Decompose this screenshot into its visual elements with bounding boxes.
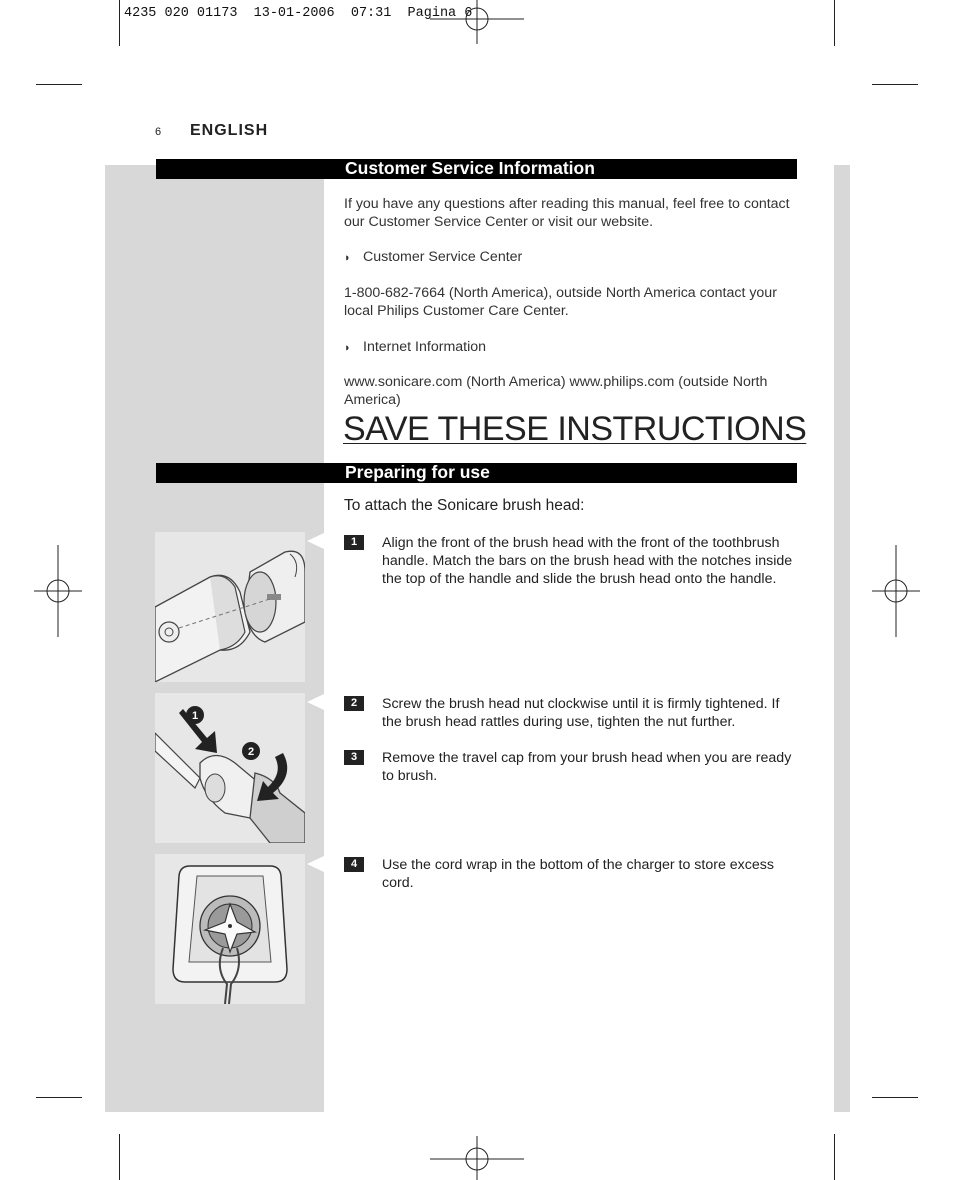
illustration-align-brush-head (155, 532, 305, 682)
step-number: 1 (344, 535, 364, 550)
save-instructions-title: SAVE THESE INSTRUCTIONS (343, 410, 807, 448)
step-number: 4 (344, 857, 364, 872)
screw-nut-drawing (155, 693, 305, 843)
pointer-triangle (307, 533, 324, 549)
cs-intro: If you have any questions after reading this manual, feel free to contact our Customer Service Center or visit our website. (344, 196, 790, 230)
crop-mark (36, 84, 82, 85)
registration-mark-top (430, 0, 524, 44)
crop-mark (119, 0, 120, 46)
crop-mark (872, 84, 918, 85)
step-number: 2 (344, 696, 364, 711)
section-bar-customer-service (156, 159, 797, 179)
registration-mark-right (872, 545, 920, 637)
callout-2: 2 (247, 746, 255, 758)
step-text: Screw the brush head nut clockwise until it is firmly tightened. If the brush head rattles during use, tighten the nut further. (382, 696, 780, 730)
cs-phone: 1-800-682-7664 (North America), outside North America contact your local Philips Customer Care Center. (344, 285, 777, 319)
crop-mark (119, 1134, 120, 1180)
cord-wrap-drawing (155, 854, 305, 1004)
crop-mark (872, 1097, 918, 1098)
preparing-intro: To attach the Sonicare brush head: (344, 497, 585, 514)
step-text: Align the front of the brush head with the front of the toothbrush handle. Match the bars on the brush head with the notches inside the top of the handle and slide the brush head onto the handle. (382, 535, 793, 587)
right-grey-strip (834, 165, 850, 1112)
pointer-triangle (307, 856, 324, 872)
registration-mark-bottom (430, 1136, 524, 1180)
bullet-icon: ◗ (344, 252, 351, 264)
crop-mark (36, 1097, 82, 1098)
page-number: 6 (155, 126, 162, 138)
registration-mark-left (34, 545, 82, 637)
section-heading: Customer Service Information (345, 158, 595, 178)
brush-alignment-drawing (155, 532, 305, 682)
callout-1: 1 (191, 710, 199, 722)
language-heading: ENGLISH (190, 122, 269, 139)
crop-mark (834, 1134, 835, 1180)
pointer-triangle (307, 694, 324, 710)
step-text: Remove the travel cap from your brush head when you are ready to brush. (382, 750, 792, 784)
cs-bullet-internet: ◗ Internet Information (344, 339, 487, 355)
illustration-cord-wrap (155, 854, 305, 1004)
step-text: Use the cord wrap in the bottom of the charger to store excess cord. (382, 857, 774, 891)
illustration-screw-nut (155, 693, 305, 843)
bullet-icon: ◗ (344, 342, 351, 354)
print-slug: 4235 020 01173 13-01-2006 07:31 Pagina 6 (124, 6, 473, 21)
section-heading: Preparing for use (345, 462, 490, 482)
cs-web: www.sonicare.com (North America) www.philips.com (outside North America) (344, 374, 768, 408)
section-bar-preparing (156, 463, 797, 483)
crop-mark (834, 0, 835, 46)
cs-bullet-customer-service: ◗ Customer Service Center (344, 249, 523, 265)
step-number: 3 (344, 750, 364, 765)
